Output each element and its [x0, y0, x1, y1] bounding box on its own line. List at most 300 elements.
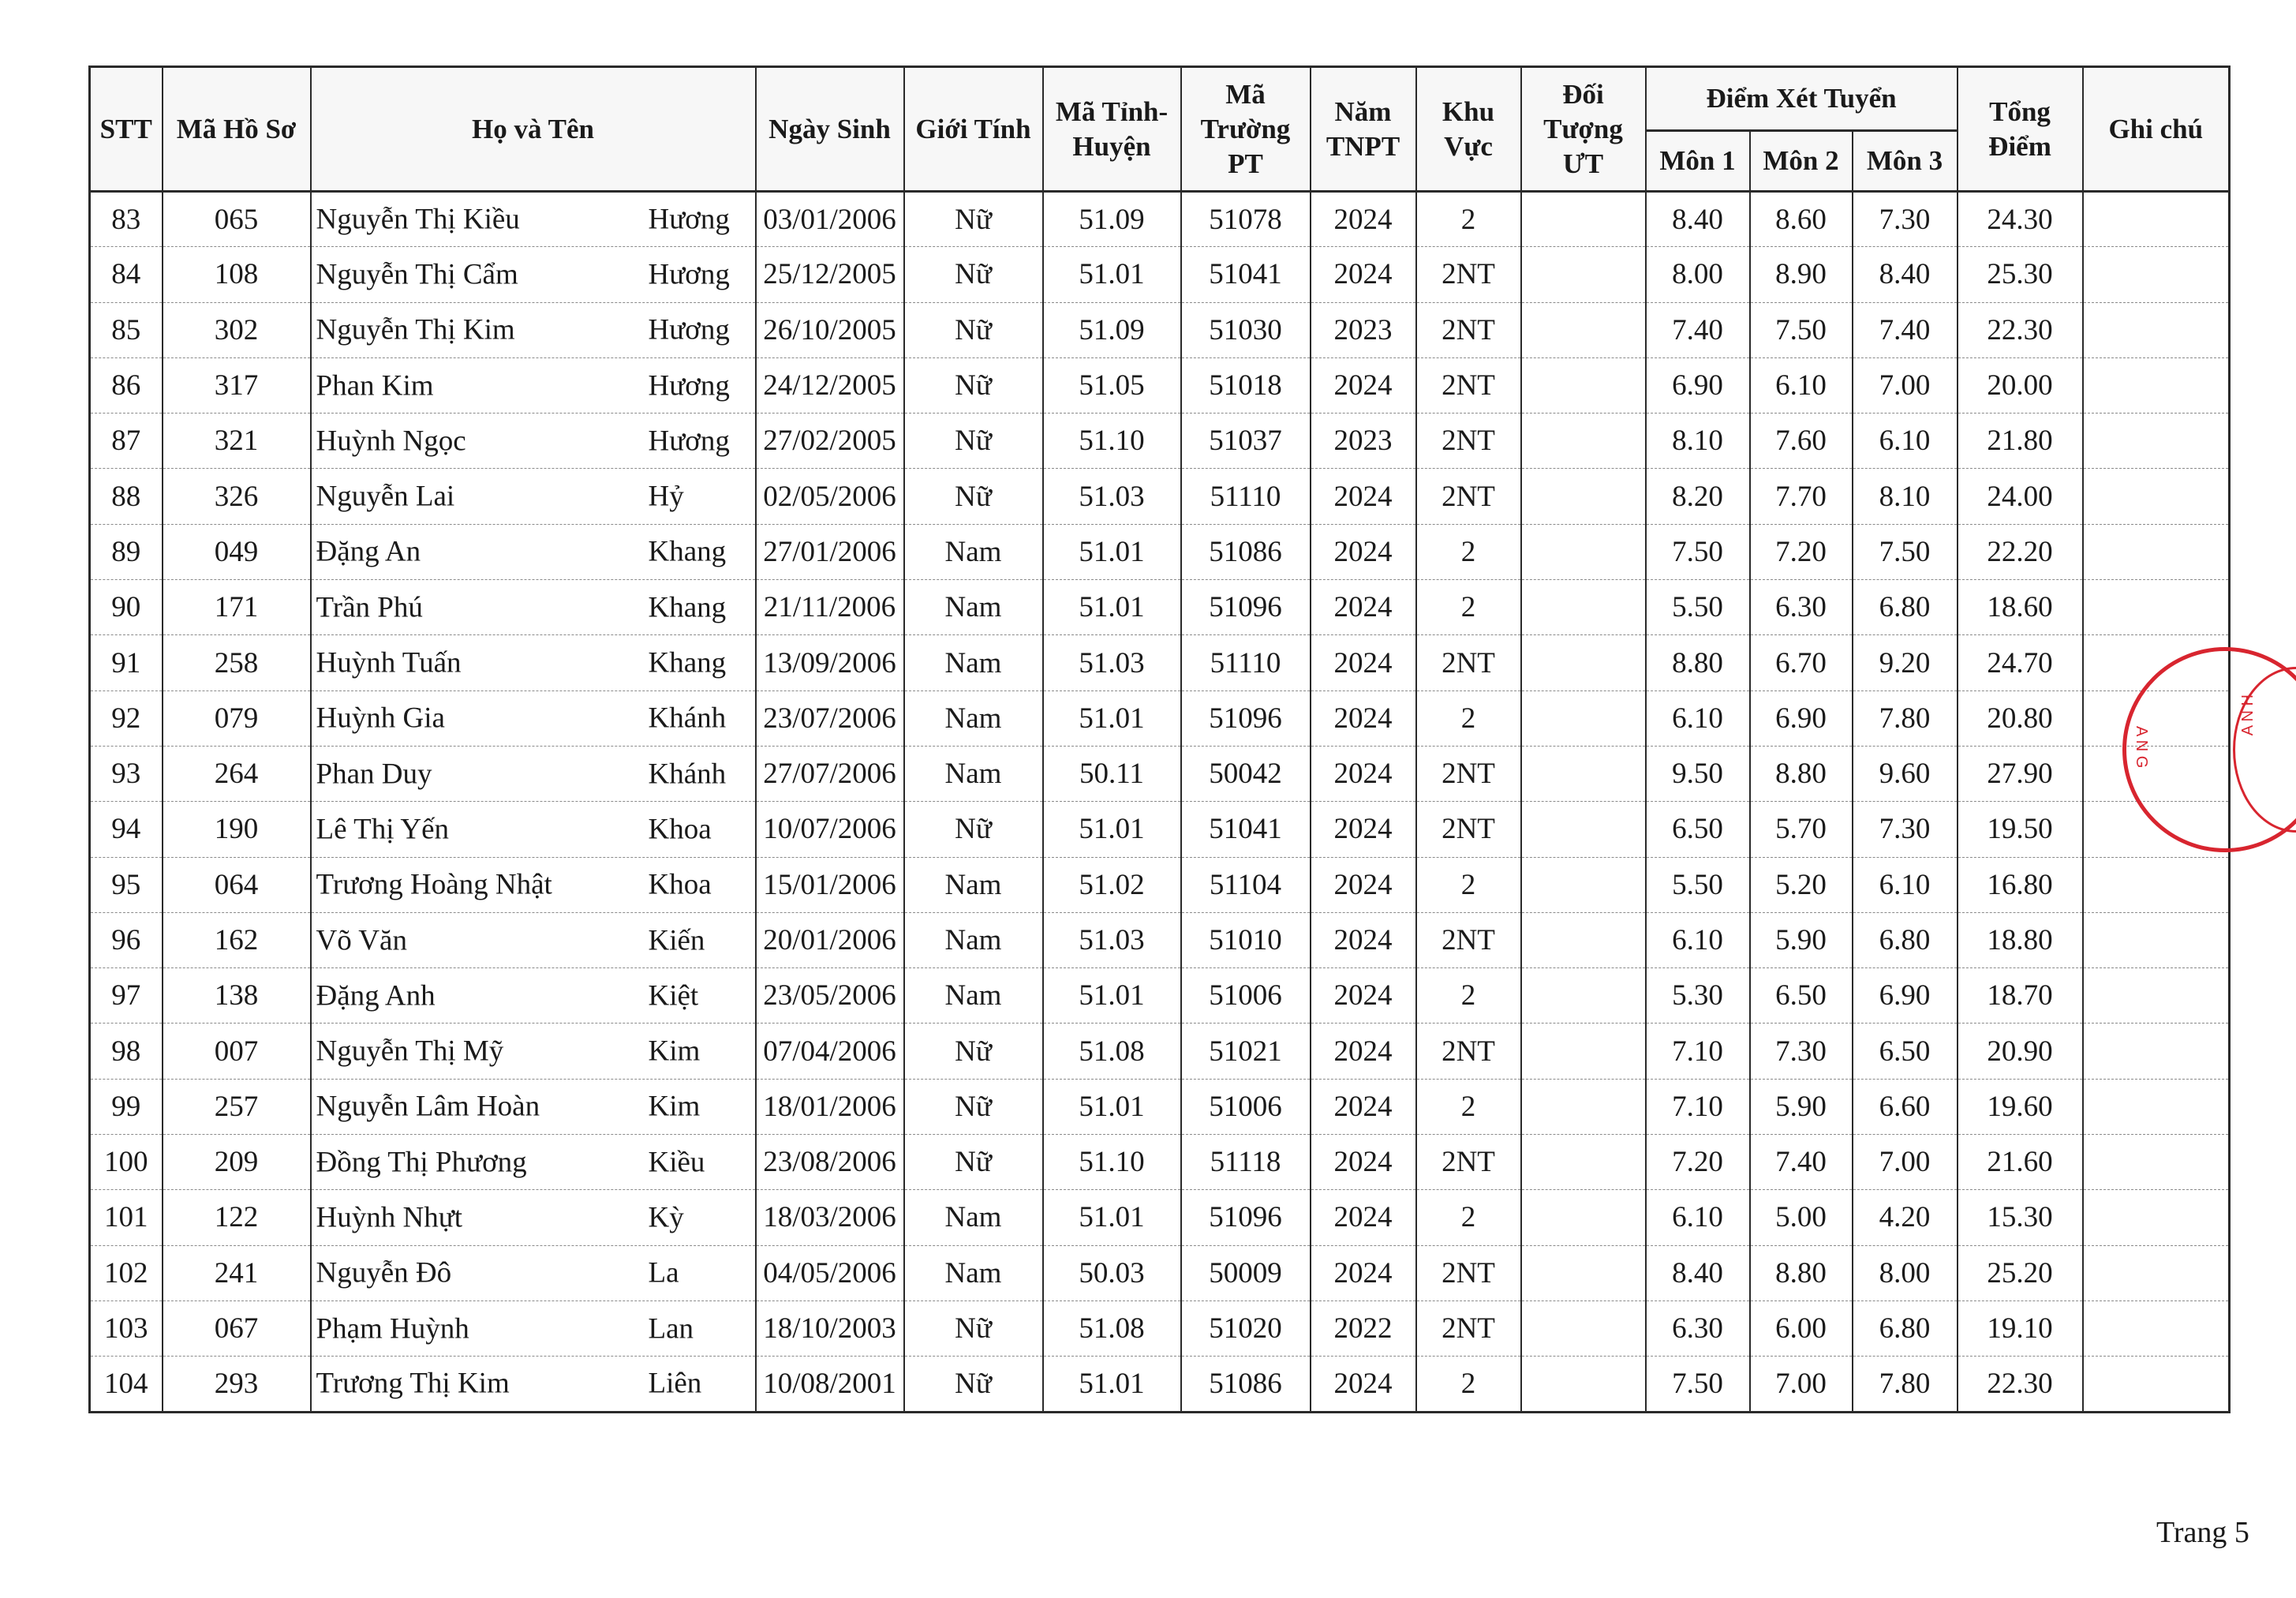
cell-mth: 51.01 — [1043, 247, 1181, 302]
cell-ho-dem: Nguyễn Lâm Hoàn — [316, 1090, 540, 1123]
cell-gt: Nam — [904, 635, 1043, 690]
cell-ten: Liên — [648, 1367, 702, 1400]
cell-stt: 89 — [90, 524, 163, 579]
cell-tong: 24.30 — [1958, 192, 2083, 247]
cell-ns: 13/09/2006 — [756, 635, 904, 690]
cell-ten: Kim — [648, 1090, 701, 1123]
cell-ma: 321 — [163, 414, 311, 469]
cell-gc — [2083, 912, 2230, 967]
cell-ma: 079 — [163, 690, 311, 746]
cell-mtpt: 51018 — [1181, 357, 1311, 413]
cell-tong: 25.20 — [1958, 1245, 2083, 1300]
header-nam-tnpt: Năm TNPT — [1311, 67, 1416, 192]
cell-dt — [1521, 1245, 1646, 1300]
cell-nam: 2024 — [1311, 1357, 1416, 1412]
cell-stt: 92 — [90, 690, 163, 746]
cell-ma: 264 — [163, 746, 311, 801]
cell-m2: 7.20 — [1750, 524, 1853, 579]
cell-ns: 25/12/2005 — [756, 247, 904, 302]
cell-mth: 51.05 — [1043, 357, 1181, 413]
cell-m1: 5.30 — [1646, 968, 1750, 1024]
cell-m1: 7.10 — [1646, 1024, 1750, 1079]
cell-gt: Nam — [904, 1190, 1043, 1245]
cell-ma: 171 — [163, 580, 311, 635]
cell-ma: 317 — [163, 357, 311, 413]
cell-dt — [1521, 414, 1646, 469]
cell-gt: Nam — [904, 968, 1043, 1024]
cell-kv: 2 — [1416, 1079, 1521, 1134]
cell-ns: 18/10/2003 — [756, 1300, 904, 1356]
cell-tong: 20.90 — [1958, 1024, 2083, 1079]
cell-mth: 51.03 — [1043, 912, 1181, 967]
cell-mtpt: 51006 — [1181, 968, 1311, 1024]
header-doi-tuong-ut: Đối Tượng ƯT — [1521, 67, 1646, 192]
cell-ns: 23/05/2006 — [756, 968, 904, 1024]
table-row — [90, 469, 2230, 524]
cell-stt: 103 — [90, 1300, 163, 1356]
table-row — [90, 1135, 2230, 1190]
cell-mtpt: 51118 — [1181, 1135, 1311, 1190]
cell-ho-va-ten — [311, 802, 756, 857]
cell-dt — [1521, 912, 1646, 967]
cell-dt — [1521, 1135, 1646, 1190]
cell-ten: Kim — [648, 1035, 701, 1068]
cell-nam: 2024 — [1311, 746, 1416, 801]
cell-ho-va-ten — [311, 469, 756, 524]
cell-ma: 257 — [163, 1079, 311, 1134]
cell-stt: 104 — [90, 1357, 163, 1412]
cell-ten: La — [648, 1256, 679, 1289]
cell-nam: 2024 — [1311, 1190, 1416, 1245]
cell-nam: 2023 — [1311, 414, 1416, 469]
stamp-text-2: A N H — [2239, 694, 2257, 736]
cell-m3: 7.80 — [1853, 690, 1958, 746]
cell-kv: 2 — [1416, 580, 1521, 635]
cell-m1: 7.10 — [1646, 1079, 1750, 1134]
cell-mth: 51.09 — [1043, 302, 1181, 357]
cell-mth: 51.01 — [1043, 524, 1181, 579]
table-header — [90, 67, 2230, 192]
cell-stt: 96 — [90, 912, 163, 967]
cell-ho-va-ten — [311, 357, 756, 413]
admission-list-table — [88, 65, 2231, 1413]
header-ghi-chu: Ghi chú — [2083, 67, 2230, 192]
cell-m1: 8.40 — [1646, 192, 1750, 247]
cell-nam: 2024 — [1311, 1135, 1416, 1190]
cell-ho-dem: Nguyễn Đô — [316, 1256, 452, 1289]
table-row — [90, 912, 2230, 967]
cell-gt: Nữ — [904, 1079, 1043, 1134]
cell-ten: Khang — [648, 646, 727, 679]
cell-tong: 21.60 — [1958, 1135, 2083, 1190]
cell-m2: 7.00 — [1750, 1357, 1853, 1412]
cell-m1: 7.50 — [1646, 524, 1750, 579]
cell-tong: 18.70 — [1958, 968, 2083, 1024]
cell-mth: 51.01 — [1043, 802, 1181, 857]
cell-tong: 18.60 — [1958, 580, 2083, 635]
cell-ho-dem: Huỳnh Tuấn — [316, 646, 462, 679]
cell-ns: 27/01/2006 — [756, 524, 904, 579]
header-mon-3: Môn 3 — [1853, 131, 1958, 192]
cell-ma: 049 — [163, 524, 311, 579]
cell-ho-dem: Nguyễn Thị Kim — [316, 313, 515, 346]
cell-kv: 2NT — [1416, 1024, 1521, 1079]
cell-m2: 6.10 — [1750, 357, 1853, 413]
cell-gt: Nữ — [904, 469, 1043, 524]
cell-mtpt: 50042 — [1181, 746, 1311, 801]
cell-gt: Nữ — [904, 1024, 1043, 1079]
cell-dt — [1521, 690, 1646, 746]
cell-ns: 18/01/2006 — [756, 1079, 904, 1134]
cell-ho-dem: Huỳnh Ngọc — [316, 425, 466, 458]
cell-m3: 7.50 — [1853, 524, 1958, 579]
cell-stt: 86 — [90, 357, 163, 413]
cell-gc — [2083, 857, 2230, 912]
header-khu-vuc: Khu Vực — [1416, 67, 1521, 192]
cell-gc — [2083, 1357, 2230, 1412]
cell-nam: 2024 — [1311, 580, 1416, 635]
cell-gt: Nam — [904, 580, 1043, 635]
table-row — [90, 802, 2230, 857]
cell-m3: 7.30 — [1853, 192, 1958, 247]
cell-ma: 302 — [163, 302, 311, 357]
cell-gt: Nữ — [904, 802, 1043, 857]
cell-nam: 2024 — [1311, 524, 1416, 579]
cell-mth: 51.03 — [1043, 469, 1181, 524]
cell-m1: 7.50 — [1646, 1357, 1750, 1412]
cell-mtpt: 51110 — [1181, 469, 1311, 524]
cell-m3: 7.40 — [1853, 302, 1958, 357]
cell-mtpt: 51078 — [1181, 192, 1311, 247]
cell-ho-dem: Đồng Thị Phương — [316, 1146, 527, 1179]
cell-kv: 2NT — [1416, 912, 1521, 967]
cell-ns: 24/12/2005 — [756, 357, 904, 413]
cell-nam: 2024 — [1311, 192, 1416, 247]
cell-ns: 07/04/2006 — [756, 1024, 904, 1079]
cell-dt — [1521, 192, 1646, 247]
cell-tong: 18.80 — [1958, 912, 2083, 967]
table-row — [90, 968, 2230, 1024]
cell-tong: 21.80 — [1958, 414, 2083, 469]
cell-gt: Nam — [904, 746, 1043, 801]
cell-gc — [2083, 1300, 2230, 1356]
cell-mtpt: 51021 — [1181, 1024, 1311, 1079]
header-ma-truong-pt: Mã Trường PT — [1181, 67, 1311, 192]
cell-dt — [1521, 1190, 1646, 1245]
cell-dt — [1521, 302, 1646, 357]
table-row — [90, 1190, 2230, 1245]
cell-mth: 51.09 — [1043, 192, 1181, 247]
cell-ten: Hương — [648, 425, 730, 458]
cell-m2: 7.60 — [1750, 414, 1853, 469]
cell-ho-va-ten — [311, 857, 756, 912]
cell-m1: 7.40 — [1646, 302, 1750, 357]
cell-mtpt: 51110 — [1181, 635, 1311, 690]
cell-gt: Nữ — [904, 192, 1043, 247]
cell-mtpt: 51086 — [1181, 1357, 1311, 1412]
cell-m2: 7.70 — [1750, 469, 1853, 524]
cell-ma: 067 — [163, 1300, 311, 1356]
cell-gc — [2083, 357, 2230, 413]
cell-kv: 2NT — [1416, 414, 1521, 469]
table-row — [90, 524, 2230, 579]
cell-gc — [2083, 1190, 2230, 1245]
cell-stt: 98 — [90, 1024, 163, 1079]
cell-mtpt: 51104 — [1181, 857, 1311, 912]
cell-gt: Nữ — [904, 247, 1043, 302]
cell-ten: Hỷ — [648, 480, 684, 513]
cell-nam: 2024 — [1311, 1024, 1416, 1079]
cell-mtpt: 51010 — [1181, 912, 1311, 967]
cell-m3: 9.20 — [1853, 635, 1958, 690]
cell-ho-va-ten — [311, 1079, 756, 1134]
cell-ns: 27/02/2005 — [756, 414, 904, 469]
cell-m3: 7.00 — [1853, 357, 1958, 413]
cell-stt: 99 — [90, 1079, 163, 1134]
cell-dt — [1521, 857, 1646, 912]
cell-tong: 22.30 — [1958, 302, 2083, 357]
cell-nam: 2024 — [1311, 857, 1416, 912]
cell-m2: 8.80 — [1750, 746, 1853, 801]
cell-m2: 8.90 — [1750, 247, 1853, 302]
cell-kv: 2 — [1416, 968, 1521, 1024]
cell-stt: 101 — [90, 1190, 163, 1245]
cell-m3: 7.30 — [1853, 802, 1958, 857]
cell-m3: 6.90 — [1853, 968, 1958, 1024]
cell-m2: 5.00 — [1750, 1190, 1853, 1245]
cell-m2: 5.70 — [1750, 802, 1853, 857]
cell-stt: 88 — [90, 469, 163, 524]
cell-ho-dem: Lê Thị Yến — [316, 813, 450, 846]
cell-tong: 24.70 — [1958, 635, 2083, 690]
cell-ho-va-ten — [311, 1245, 756, 1300]
cell-m3: 6.10 — [1853, 414, 1958, 469]
cell-ns: 23/08/2006 — [756, 1135, 904, 1190]
cell-stt: 93 — [90, 746, 163, 801]
cell-kv: 2NT — [1416, 302, 1521, 357]
cell-tong: 24.00 — [1958, 469, 2083, 524]
cell-tong: 22.30 — [1958, 1357, 2083, 1412]
cell-mtpt: 51030 — [1181, 302, 1311, 357]
cell-kv: 2 — [1416, 1190, 1521, 1245]
cell-gc — [2083, 1079, 2230, 1134]
cell-tong: 27.90 — [1958, 746, 2083, 801]
cell-stt: 83 — [90, 192, 163, 247]
cell-tong: 22.20 — [1958, 524, 2083, 579]
cell-mth: 51.08 — [1043, 1024, 1181, 1079]
table-row — [90, 690, 2230, 746]
cell-ho-va-ten — [311, 912, 756, 967]
cell-nam: 2024 — [1311, 357, 1416, 413]
table-row — [90, 857, 2230, 912]
cell-dt — [1521, 469, 1646, 524]
cell-mtpt: 51086 — [1181, 524, 1311, 579]
cell-m1: 8.80 — [1646, 635, 1750, 690]
cell-gc — [2083, 414, 2230, 469]
cell-stt: 102 — [90, 1245, 163, 1300]
cell-nam: 2022 — [1311, 1300, 1416, 1356]
table-row — [90, 192, 2230, 247]
cell-mth: 51.10 — [1043, 1135, 1181, 1190]
cell-mtpt: 51041 — [1181, 247, 1311, 302]
cell-m1: 6.10 — [1646, 912, 1750, 967]
cell-m1: 5.50 — [1646, 580, 1750, 635]
cell-ns: 04/05/2006 — [756, 1245, 904, 1300]
cell-ten: Khánh — [648, 702, 727, 735]
cell-mth: 51.01 — [1043, 1190, 1181, 1245]
table-row — [90, 302, 2230, 357]
cell-m2: 7.30 — [1750, 1024, 1853, 1079]
cell-dt — [1521, 247, 1646, 302]
cell-ns: 02/05/2006 — [756, 469, 904, 524]
cell-m3: 8.40 — [1853, 247, 1958, 302]
cell-mtpt: 51041 — [1181, 802, 1311, 857]
cell-kv: 2 — [1416, 192, 1521, 247]
cell-ho-va-ten — [311, 524, 756, 579]
cell-mtpt: 51006 — [1181, 1079, 1311, 1134]
cell-ho-dem: Nguyễn Thị Mỹ — [316, 1035, 504, 1068]
cell-ma: 162 — [163, 912, 311, 967]
cell-gc — [2083, 247, 2230, 302]
cell-ho-va-ten — [311, 192, 756, 247]
cell-tong: 19.60 — [1958, 1079, 2083, 1134]
cell-m1: 6.90 — [1646, 357, 1750, 413]
cell-ho-va-ten — [311, 1190, 756, 1245]
cell-mtpt: 51096 — [1181, 690, 1311, 746]
cell-ho-dem: Đặng Anh — [316, 979, 436, 1012]
cell-mth: 50.03 — [1043, 1245, 1181, 1300]
cell-ho-dem: Phan Kim — [316, 369, 434, 402]
cell-ma: 258 — [163, 635, 311, 690]
cell-dt — [1521, 1300, 1646, 1356]
cell-gc — [2083, 968, 2230, 1024]
cell-m1: 6.30 — [1646, 1300, 1750, 1356]
cell-ho-va-ten — [311, 746, 756, 801]
cell-m1: 6.50 — [1646, 802, 1750, 857]
cell-mth: 51.01 — [1043, 1357, 1181, 1412]
cell-m3: 4.20 — [1853, 1190, 1958, 1245]
cell-kv: 2 — [1416, 1357, 1521, 1412]
cell-ho-dem: Trương Thị Kim — [316, 1367, 510, 1400]
cell-gc — [2083, 524, 2230, 579]
cell-kv: 2 — [1416, 857, 1521, 912]
cell-ho-va-ten — [311, 1024, 756, 1079]
cell-mth: 51.10 — [1043, 414, 1181, 469]
cell-ns: 15/01/2006 — [756, 857, 904, 912]
cell-ma: 190 — [163, 802, 311, 857]
cell-gt: Nữ — [904, 1135, 1043, 1190]
cell-gt: Nữ — [904, 302, 1043, 357]
cell-dt — [1521, 968, 1646, 1024]
table-row — [90, 1245, 2230, 1300]
cell-ten: Kỳ — [648, 1201, 684, 1234]
cell-kv: 2NT — [1416, 357, 1521, 413]
cell-mtpt: 51096 — [1181, 580, 1311, 635]
cell-ten: Hương — [648, 369, 730, 402]
cell-ho-va-ten — [311, 580, 756, 635]
cell-ten: Khang — [648, 591, 727, 624]
cell-ho-va-ten — [311, 1300, 756, 1356]
cell-stt: 90 — [90, 580, 163, 635]
cell-m2: 7.40 — [1750, 1135, 1853, 1190]
cell-gc — [2083, 192, 2230, 247]
cell-mth: 51.01 — [1043, 690, 1181, 746]
cell-ns: 21/11/2006 — [756, 580, 904, 635]
cell-kv: 2NT — [1416, 247, 1521, 302]
cell-m3: 8.10 — [1853, 469, 1958, 524]
cell-stt: 94 — [90, 802, 163, 857]
cell-gt: Nam — [904, 524, 1043, 579]
cell-ma: 108 — [163, 247, 311, 302]
cell-m2: 6.30 — [1750, 580, 1853, 635]
cell-ten: Khoa — [648, 868, 712, 901]
cell-dt — [1521, 1024, 1646, 1079]
cell-gc — [2083, 1245, 2230, 1300]
cell-mth: 51.01 — [1043, 1079, 1181, 1134]
cell-ten: Kiều — [648, 1146, 705, 1179]
cell-m3: 7.80 — [1853, 1357, 1958, 1412]
cell-m2: 5.20 — [1750, 857, 1853, 912]
cell-gc — [2083, 1135, 2230, 1190]
cell-m1: 9.50 — [1646, 746, 1750, 801]
cell-ns: 26/10/2005 — [756, 302, 904, 357]
cell-m1: 7.20 — [1646, 1135, 1750, 1190]
table-row — [90, 1357, 2230, 1412]
cell-mth: 51.01 — [1043, 580, 1181, 635]
cell-stt: 91 — [90, 635, 163, 690]
cell-mtpt: 51096 — [1181, 1190, 1311, 1245]
cell-m1: 8.40 — [1646, 1245, 1750, 1300]
page-number: Trang 5 — [2156, 1516, 2249, 1549]
cell-ns: 03/01/2006 — [756, 192, 904, 247]
table-row — [90, 247, 2230, 302]
header-mon-2: Môn 2 — [1750, 131, 1853, 192]
cell-ns: 27/07/2006 — [756, 746, 904, 801]
cell-nam: 2023 — [1311, 302, 1416, 357]
cell-ho-dem: Trần Phú — [316, 591, 423, 624]
cell-stt: 84 — [90, 247, 163, 302]
cell-dt — [1521, 524, 1646, 579]
cell-ns: 20/01/2006 — [756, 912, 904, 967]
cell-m3: 6.60 — [1853, 1079, 1958, 1134]
cell-m2: 5.90 — [1750, 912, 1853, 967]
cell-m2: 6.50 — [1750, 968, 1853, 1024]
cell-tong: 19.50 — [1958, 802, 2083, 857]
cell-ten: Khánh — [648, 758, 727, 791]
cell-m2: 6.90 — [1750, 690, 1853, 746]
cell-stt: 87 — [90, 414, 163, 469]
cell-nam: 2024 — [1311, 968, 1416, 1024]
cell-kv: 2NT — [1416, 635, 1521, 690]
table-row — [90, 1079, 2230, 1134]
cell-m1: 6.10 — [1646, 1190, 1750, 1245]
table-row — [90, 580, 2230, 635]
cell-kv: 2 — [1416, 524, 1521, 579]
header-tong-diem: Tổng Điểm — [1958, 67, 2083, 192]
cell-ho-dem: Phan Duy — [316, 758, 432, 791]
cell-ho-dem: Võ Văn — [316, 924, 407, 956]
cell-ns: 10/07/2006 — [756, 802, 904, 857]
cell-gt: Nữ — [904, 1300, 1043, 1356]
cell-m3: 9.60 — [1853, 746, 1958, 801]
cell-ma: 064 — [163, 857, 311, 912]
cell-dt — [1521, 357, 1646, 413]
header-mon-1: Môn 1 — [1646, 131, 1750, 192]
cell-stt: 100 — [90, 1135, 163, 1190]
cell-kv: 2 — [1416, 690, 1521, 746]
cell-gt: Nữ — [904, 414, 1043, 469]
cell-tong: 25.30 — [1958, 247, 2083, 302]
